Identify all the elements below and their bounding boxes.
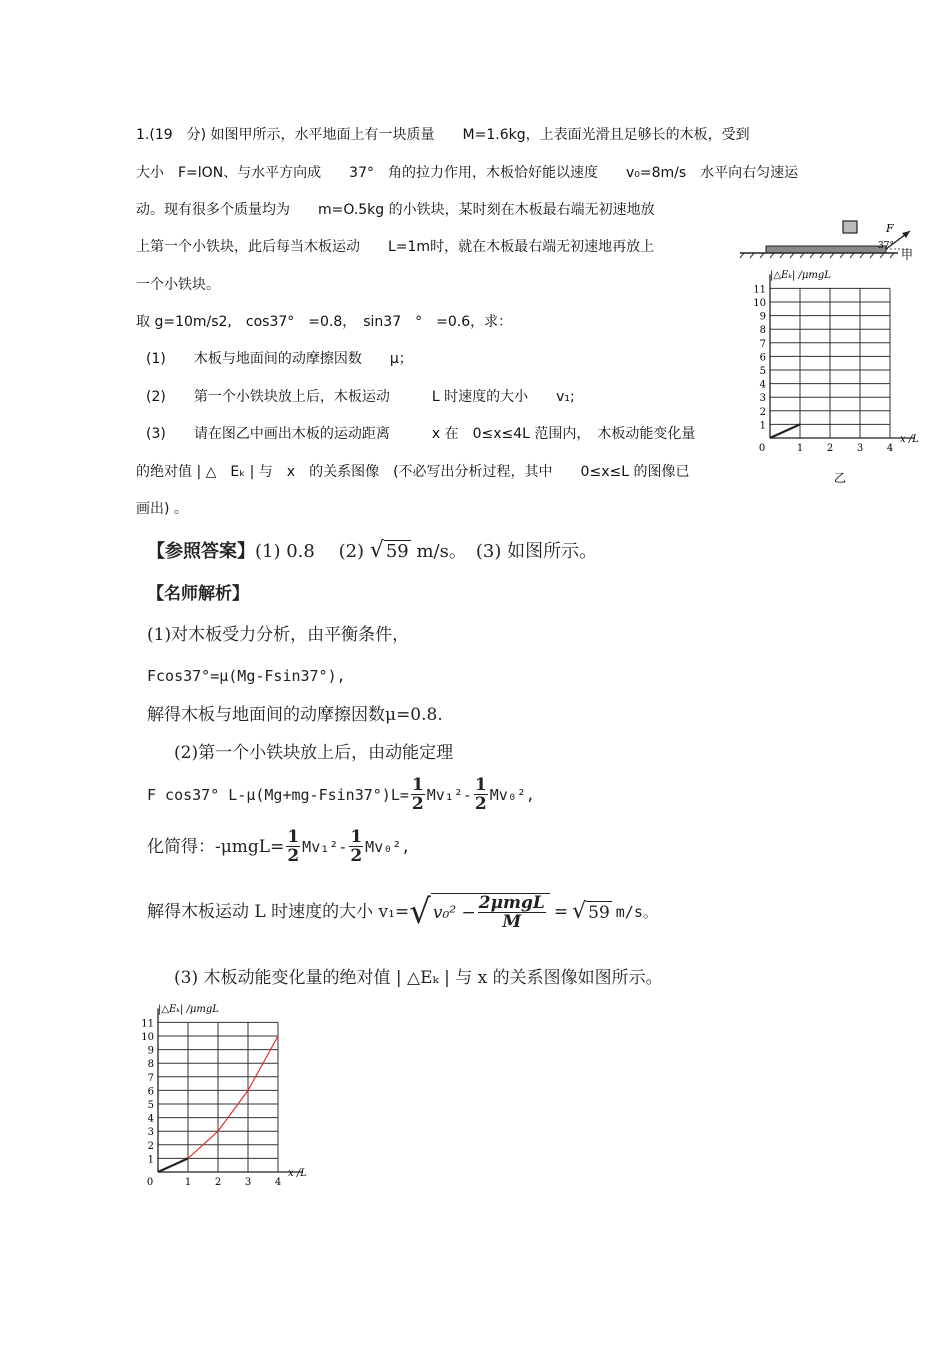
series-line	[188, 1036, 278, 1158]
answer-chart	[136, 1000, 316, 1205]
equation-velocity: 解得木板运动 L 时速度的大小 v₁= √ v₀² − $\frac{\text{2μmgL}}{M}$ = √ 59 m/s。	[147, 892, 658, 932]
question-line: 画出) 。	[136, 501, 188, 517]
chart-caption: 乙	[834, 471, 847, 485]
y-tick-label: 7	[759, 338, 766, 350]
fraction-half: $\frac{1}{2}$	[350, 827, 363, 866]
velocity-radicand: v₀² − $\frac{\text{2μmgL}}{M}$	[431, 893, 550, 931]
arrow-head-icon	[902, 231, 910, 238]
eq-part: Mv₀²,	[489, 785, 535, 804]
x-tick-label: 1	[184, 1177, 192, 1188]
eq-part: Mv₁²-	[302, 837, 348, 856]
series-line	[770, 424, 800, 438]
y-tick-label: 4	[759, 379, 766, 391]
iron-block	[843, 221, 857, 233]
equation-balance: Fcos37°=μ(Mg-Fsin37°),	[147, 667, 346, 685]
eq-part: Mv₁²-	[426, 785, 472, 804]
ref-sqrt: 59	[385, 541, 409, 562]
x-tick-label: 3	[244, 1177, 252, 1188]
ground-hatch	[740, 253, 894, 258]
y-tick-label: 8	[147, 1059, 154, 1071]
x-tick-label: 4	[886, 443, 894, 454]
y-tick-label: 9	[147, 1045, 154, 1057]
eq-part: 解得木板运动 L 时速度的大小 v₁=	[147, 902, 410, 922]
ref-part2: m/s。 (3) 如图所示。	[416, 541, 598, 562]
chart-yi	[748, 266, 928, 488]
y-tick-label: 3	[147, 1127, 154, 1139]
y-axis-label: |△Eₖ| /μmgL	[158, 1004, 219, 1015]
y-tick-label: 2	[759, 406, 766, 418]
fraction-half: $\frac{1}{2}$	[474, 775, 487, 814]
equation-simplified	[147, 828, 410, 865]
fraction-half: $\frac{1}{2}$	[287, 827, 300, 866]
x-tick-label: 3	[856, 443, 864, 454]
eq-part: 化简得：-μmgL=	[147, 836, 285, 857]
y-tick-label: 6	[759, 352, 766, 364]
fraction-half: $\frac{1}{2}$	[411, 775, 424, 814]
reference-answer: 【参照答案】(1) 0.8 (2) √ 59 m/s。 (3) 如图所示。	[147, 538, 598, 563]
y-tick-label: 5	[147, 1100, 154, 1111]
angle-label: 37°	[878, 241, 894, 251]
figure-jia	[738, 212, 918, 264]
question-line: 大小 F=lON、与水平方向成 37° 角的拉力作用，木板恰好能以速度 v₀=8m/s 水平向右匀速运	[136, 165, 799, 181]
eq-part: Mv₀²,	[365, 837, 411, 856]
question-line: 一个小铁块。	[136, 277, 220, 293]
analysis-step2: (2)第一个小铁块放上后，由动能定理	[174, 743, 454, 763]
x-axis-label: x /L	[288, 1168, 307, 1179]
x-tick-label: 2	[826, 443, 834, 454]
analysis-step1: (1)对木板受力分析，由平衡条件，	[147, 625, 410, 645]
y-tick-label: 1	[759, 420, 766, 432]
x-tick-label: 2	[214, 1177, 222, 1188]
x-tick-label: 0	[758, 443, 766, 454]
x-tick-label: 0	[146, 1177, 154, 1188]
equation-energy	[147, 776, 535, 813]
y-tick-label: 11	[753, 284, 766, 296]
series-line	[158, 1158, 188, 1172]
wooden-board	[766, 246, 886, 253]
y-tick-label: 8	[759, 325, 766, 337]
question-line: (3) 请在图乙中画出木板的运动距离 x 在 0≤x≤4L 范围内， 木板动能变化量	[146, 426, 696, 442]
eq-part: F cos37° L-μ(Mg+mg-Fsin37°)L=	[147, 785, 409, 804]
y-axis-label: |△Eₖ| /μmgL	[770, 270, 831, 281]
question-line: 动。现有很多个质量均为 m=O.5kg 的小铁块，某时刻在木板最右端无初速地放	[136, 202, 655, 218]
y-tick-label: 2	[147, 1140, 154, 1152]
ref-part1: (1) 0.8 (2)	[255, 541, 365, 562]
y-tick-label: 7	[147, 1072, 154, 1084]
analysis-result1: 解得木板与地面间的动摩擦因数μ=0.8.	[147, 705, 443, 725]
y-tick-label: 3	[759, 393, 766, 405]
y-tick-label: 5	[759, 366, 766, 377]
y-tick-label: 10	[753, 298, 766, 309]
question-line: (2) 第一个小铁块放上后，木板运动 L 时速度的大小 v₁;	[146, 389, 575, 405]
ref-label: 【参照答案】	[147, 541, 255, 562]
question-line: 的绝对值 | △ Eₖ | 与 x 的关系图像 (不必写出分析过程，其中 0≤x≤L 的图像已	[136, 464, 690, 480]
x-tick-label: 1	[796, 443, 804, 454]
analysis-step3: (3) 木板动能变化量的绝对值 | △Eₖ | 与 x 的关系图像如图所示。	[174, 968, 663, 988]
y-tick-label: 9	[759, 311, 766, 323]
force-label: F	[886, 222, 894, 235]
x-axis-label: x /L	[900, 434, 919, 445]
y-tick-label: 10	[141, 1032, 154, 1043]
y-tick-label: 6	[147, 1086, 154, 1098]
y-tick-label: 11	[141, 1018, 154, 1030]
question-line: 1.(19 分) 如图甲所示，水平地面上有一块质量 M=1.6kg，上表面光滑且足够长的木板，受到	[136, 127, 750, 143]
analysis-label: 【名师解析】	[147, 584, 249, 604]
y-tick-label: 4	[147, 1113, 154, 1125]
y-tick-label: 1	[147, 1154, 154, 1166]
question-line: (1) 木板与地面间的动摩擦因数 μ；	[146, 351, 413, 367]
question-line: 取 g=10m/s2, cos37° =0.8， sin37 ° =0.6，求：	[136, 314, 513, 330]
x-tick-label: 4	[274, 1177, 282, 1188]
figure-caption: 甲	[901, 248, 914, 262]
question-line: 上第一个小铁块，此后每当木板运动 L=1m时，就在木板最右端无初速地再放上	[136, 239, 655, 255]
